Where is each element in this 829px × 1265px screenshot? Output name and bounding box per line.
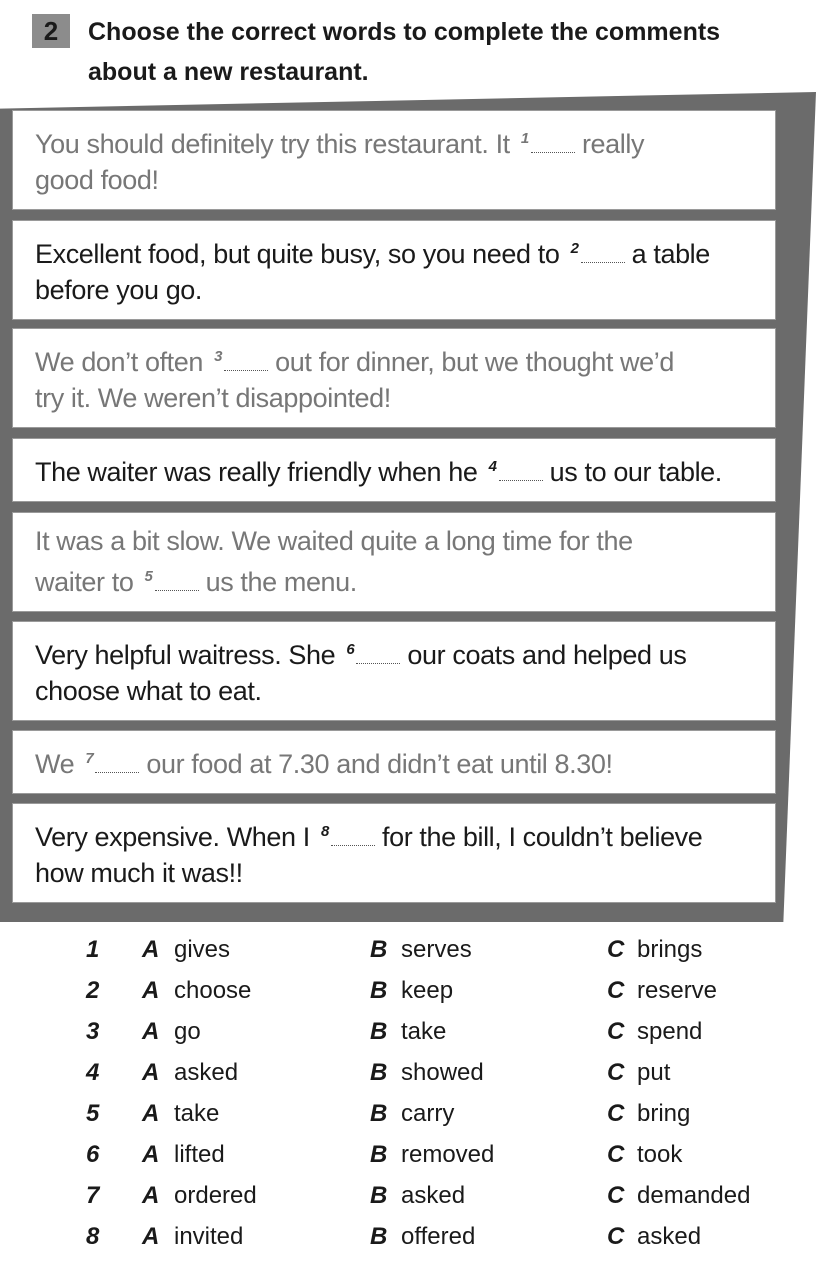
option-row: [0, 1182, 829, 1222]
option-b[interactable]: take: [401, 1018, 447, 1045]
option-letter-c: C: [607, 1141, 625, 1168]
option-c[interactable]: took: [637, 1141, 683, 1168]
instruction: [88, 12, 808, 92]
option-letter-c: C: [607, 1100, 625, 1127]
answer-gap[interactable]: [581, 236, 625, 263]
option-letter-c: C: [607, 1182, 625, 1209]
gap-number: 4: [488, 458, 497, 475]
option-a[interactable]: invited: [174, 1223, 244, 1250]
comment-line: [35, 814, 775, 855]
question-number: 1: [86, 936, 100, 963]
answer-gap[interactable]: [499, 454, 543, 481]
instruction-line-1: Choose the correct words to complete the comments: [88, 18, 721, 46]
comment-1: [12, 110, 776, 210]
question-number: 6: [86, 1141, 100, 1168]
gap-number: 6: [346, 641, 355, 658]
comment-5: [12, 512, 776, 612]
comment-text: us the menu.: [198, 567, 357, 597]
gap-number: 8: [320, 823, 329, 840]
option-c[interactable]: reserve: [637, 977, 718, 1004]
answer-gap[interactable]: [155, 564, 199, 591]
comment-line: choose what to eat.: [35, 676, 262, 706]
comment-line: [35, 632, 775, 673]
option-a[interactable]: take: [174, 1100, 220, 1127]
comment-line: [35, 231, 775, 272]
option-a[interactable]: gives: [174, 936, 231, 963]
instruction-line-2: about a new restaurant.: [88, 58, 369, 86]
option-letter-a: A: [142, 936, 160, 963]
option-a[interactable]: choose: [174, 977, 252, 1004]
answer-gap[interactable]: [531, 126, 575, 153]
option-letter-a: A: [142, 1182, 160, 1209]
option-letter-b: B: [370, 1141, 388, 1168]
comment-text: a table: [624, 239, 710, 269]
option-letter-a: A: [142, 1141, 160, 1168]
option-c[interactable]: spend: [637, 1018, 703, 1045]
gap-number: 7: [85, 750, 94, 767]
comment-text: us to our table.: [542, 457, 722, 487]
comment-line: [35, 449, 775, 490]
option-letter-c: C: [607, 1223, 625, 1250]
option-b[interactable]: showed: [401, 1059, 484, 1086]
comment-text: The waiter was really friendly when he: [35, 457, 485, 487]
option-b[interactable]: asked: [401, 1182, 466, 1209]
option-letter-b: B: [370, 1018, 388, 1045]
comment-line: [35, 559, 775, 600]
comment-line: good food!: [35, 165, 159, 195]
comment-line: try it. We weren’t disappointed!: [35, 383, 391, 413]
option-a[interactable]: ordered: [174, 1182, 257, 1209]
option-letter-a: A: [142, 977, 160, 1004]
option-b[interactable]: serves: [401, 936, 472, 963]
option-letter-a: A: [142, 1059, 160, 1086]
option-row: [0, 1059, 829, 1099]
option-letter-b: B: [370, 1223, 388, 1250]
answer-gap[interactable]: [95, 746, 139, 773]
gap-number: 3: [214, 348, 223, 365]
option-row: [0, 1100, 829, 1140]
comment-line: It was a bit slow. We waited quite a long time for the: [35, 526, 633, 556]
option-b[interactable]: carry: [401, 1100, 455, 1127]
comment-line: before you go.: [35, 275, 203, 305]
option-b[interactable]: removed: [401, 1141, 495, 1168]
option-a[interactable]: go: [174, 1018, 201, 1045]
comment-line: how much it was!!: [35, 858, 243, 888]
option-letter-c: C: [607, 1059, 625, 1086]
option-letter-a: A: [142, 1223, 160, 1250]
option-letter-c: C: [607, 1018, 625, 1045]
comment-text: waiter to: [35, 567, 141, 597]
option-b[interactable]: offered: [401, 1223, 476, 1250]
comment-8: [12, 803, 776, 903]
comment-text: We don’t often: [35, 347, 211, 377]
option-a[interactable]: lifted: [174, 1141, 225, 1168]
option-letter-b: B: [370, 1100, 388, 1127]
comment-3: [12, 328, 776, 428]
option-row: [0, 1223, 829, 1263]
option-a[interactable]: asked: [174, 1059, 239, 1086]
comment-text: our food at 7.30 and didn’t eat until 8.30!: [139, 749, 613, 779]
option-row: [0, 1141, 829, 1181]
question-number: 3: [86, 1018, 100, 1045]
option-c[interactable]: bring: [637, 1100, 691, 1127]
option-c[interactable]: brings: [637, 936, 703, 963]
comment-6: [12, 621, 776, 721]
question-number: 7: [86, 1182, 100, 1209]
comment-text: out for dinner, but we thought we’d: [268, 347, 674, 377]
option-letter-c: C: [607, 936, 625, 963]
option-c[interactable]: asked: [637, 1223, 702, 1250]
option-row: [0, 1018, 829, 1058]
comment-line: [35, 339, 775, 380]
question-number: 5: [86, 1100, 100, 1127]
option-letter-b: B: [370, 977, 388, 1004]
comment-text: our coats and helped us: [400, 640, 687, 670]
option-row: [0, 977, 829, 1017]
gap-number: 2: [570, 240, 579, 257]
option-letter-a: A: [142, 1018, 160, 1045]
comment-line: [35, 741, 775, 782]
option-letter-b: B: [370, 1182, 388, 1209]
exercise-number: 2: [32, 14, 70, 48]
option-letter-c: C: [607, 977, 625, 1004]
comments-panel-background: [0, 92, 816, 922]
option-c[interactable]: demanded: [637, 1182, 751, 1209]
option-letter-b: B: [370, 1059, 388, 1086]
option-letter-b: B: [370, 936, 388, 963]
comment-4: [12, 438, 776, 502]
comment-text: Very helpful waitress. She: [35, 640, 343, 670]
gap-number: 5: [144, 568, 153, 585]
option-letter-a: A: [142, 1100, 160, 1127]
question-number: 2: [86, 977, 100, 1004]
comment-text: really: [574, 129, 645, 159]
comment-2: [12, 220, 776, 320]
option-c[interactable]: put: [637, 1059, 671, 1086]
comment-text: for the bill, I couldn’t believe: [374, 822, 703, 852]
comment-text: Very expensive. When I: [35, 822, 317, 852]
gap-number: 1: [520, 130, 529, 147]
comment-7: [12, 730, 776, 794]
answer-gap[interactable]: [356, 637, 400, 664]
question-number: 8: [86, 1223, 100, 1250]
question-number: 4: [86, 1059, 100, 1086]
answer-gap[interactable]: [331, 819, 375, 846]
comment-text: We: [35, 749, 82, 779]
option-row: [0, 936, 829, 976]
comment-text: You should definitely try this restaurant. It: [35, 129, 517, 159]
answer-gap[interactable]: [224, 344, 268, 371]
comment-text: Excellent food, but quite busy, so you need to: [35, 239, 567, 269]
option-b[interactable]: keep: [401, 977, 454, 1004]
comment-line: [35, 121, 775, 162]
